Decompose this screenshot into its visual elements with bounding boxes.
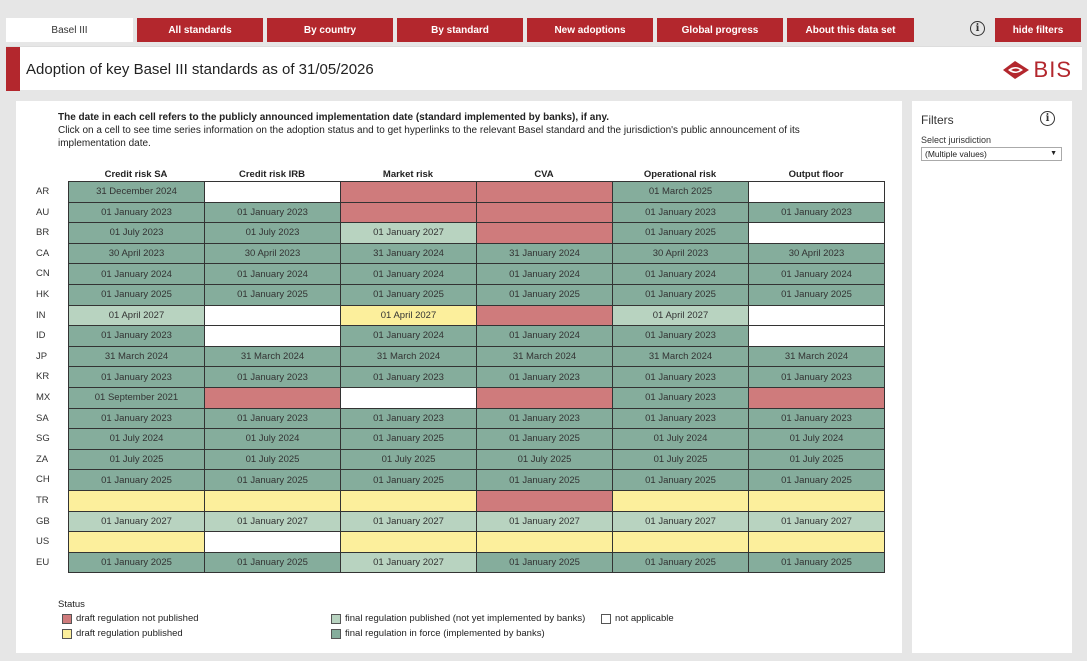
filters-title: Filters — [921, 113, 954, 127]
heatmap-cell[interactable] — [613, 490, 749, 511]
header-accent-bar — [6, 47, 20, 91]
heatmap-cell[interactable]: 01 January 2025 — [477, 284, 613, 305]
column-header: Credit risk IRB — [239, 169, 305, 180]
heatmap-cell[interactable]: 31 December 2024 — [69, 182, 205, 203]
heatmap-cell[interactable]: 01 January 2023 — [613, 387, 749, 408]
info-icon[interactable]: i — [970, 21, 985, 36]
intro-body: Click on a cell to see time series information on the adoption status and to get hyperlinks to the relevant Basel standard and the jurisdiction's public announcement of its implementation date. — [58, 125, 800, 149]
heatmap-cell[interactable]: 01 July 2023 — [69, 223, 205, 244]
heatmap-cell[interactable] — [749, 182, 885, 203]
table-row — [69, 552, 885, 573]
heatmap-cell[interactable]: 01 January 2025 — [69, 552, 205, 573]
bis-logo[interactable] — [1001, 57, 1072, 83]
heatmap-cell[interactable]: 01 January 2027 — [749, 511, 885, 532]
heatmap-cell[interactable]: 01 January 2024 — [341, 326, 477, 347]
column-header: Market risk — [382, 169, 434, 180]
heatmap-cell[interactable]: 01 July 2025 — [341, 449, 477, 470]
table-row — [69, 511, 885, 532]
heatmap-cell[interactable]: 01 January 2023 — [205, 408, 341, 429]
column-header: Credit risk SA — [104, 169, 168, 180]
heatmap-cell[interactable]: 01 January 2023 — [477, 408, 613, 429]
table-row — [69, 429, 885, 450]
tab-global-progress[interactable]: Global progress — [657, 18, 783, 42]
heatmap-cell[interactable]: 01 January 2025 — [749, 284, 885, 305]
heatmap-cell[interactable]: 31 January 2024 — [477, 243, 613, 264]
heatmap-cell[interactable]: 01 January 2025 — [341, 284, 477, 305]
heatmap-cell[interactable]: 01 January 2023 — [749, 202, 885, 223]
legend-item-not-applicable — [601, 613, 674, 624]
heatmap-cell[interactable]: 30 April 2023 — [613, 243, 749, 264]
heatmap-cell[interactable]: 01 January 2023 — [613, 326, 749, 347]
legend-label: final regulation in force (implemented by banks) — [345, 628, 545, 639]
row-label: SG — [36, 433, 50, 445]
heatmap-cell[interactable]: 31 March 2024 — [69, 346, 205, 367]
heatmap-cell[interactable]: 01 January 2023 — [613, 367, 749, 388]
heatmap-cell[interactable]: 01 September 2021 — [69, 387, 205, 408]
heatmap-cell[interactable]: 01 January 2024 — [477, 264, 613, 285]
heatmap-cell[interactable]: 01 January 2024 — [69, 264, 205, 285]
table-row — [69, 346, 885, 367]
heatmap-cell[interactable] — [477, 532, 613, 553]
heatmap-cell[interactable] — [341, 532, 477, 553]
heatmap-cell[interactable]: 01 January 2027 — [477, 511, 613, 532]
dropdown-arrow-icon: ▼ — [1050, 150, 1057, 157]
heatmap-cell[interactable]: 30 April 2023 — [205, 243, 341, 264]
heatmap-cell[interactable]: 01 January 2023 — [477, 367, 613, 388]
heatmap-cell[interactable] — [341, 490, 477, 511]
heatmap-cell[interactable]: 01 January 2027 — [613, 511, 749, 532]
hide-filters-button[interactable]: hide filters — [995, 18, 1081, 42]
heatmap-cell[interactable]: 31 March 2024 — [749, 346, 885, 367]
legend-item-draft-published — [62, 628, 183, 639]
table-row — [69, 490, 885, 511]
heatmap-cell[interactable] — [749, 326, 885, 347]
heatmap-cell[interactable]: 01 April 2027 — [69, 305, 205, 326]
heatmap-cell[interactable] — [749, 387, 885, 408]
heatmap-cell[interactable] — [205, 305, 341, 326]
heatmap-cell[interactable]: 01 January 2027 — [69, 511, 205, 532]
heatmap-cell[interactable] — [477, 305, 613, 326]
row-label: EU — [36, 556, 50, 568]
table-row — [69, 264, 885, 285]
row-label: IN — [36, 309, 46, 321]
column-header: Output floor — [788, 169, 844, 180]
legend-title: Status — [58, 599, 85, 610]
legend-item-draft-not-published — [62, 613, 199, 624]
heatmap-cell[interactable] — [477, 223, 613, 244]
legend-label: draft regulation published — [76, 628, 183, 639]
heatmap-cell[interactable] — [749, 305, 885, 326]
heatmap-cell[interactable]: 31 January 2024 — [341, 243, 477, 264]
heatmap-cell[interactable]: 01 April 2027 — [341, 305, 477, 326]
legend-label: final regulation published (not yet implemented by banks) — [345, 613, 586, 624]
main-panel — [16, 101, 902, 653]
tab-new-adoptions[interactable]: New adoptions — [527, 18, 653, 42]
heatmap-cell[interactable]: 01 July 2025 — [477, 449, 613, 470]
jurisdiction-select[interactable] — [921, 147, 1062, 161]
heatmap-cell[interactable]: 01 January 2024 — [613, 264, 749, 285]
heatmap-cell[interactable]: 01 January 2025 — [341, 429, 477, 450]
heatmap-cell[interactable]: 01 July 2024 — [749, 429, 885, 450]
heatmap-cell[interactable] — [477, 182, 613, 203]
heatmap-cell[interactable]: 01 January 2025 — [341, 470, 477, 491]
intro-bold: The date in each cell refers to the publicly announced implementation date (standard implemented by banks), if any. — [58, 112, 610, 123]
heatmap-cell[interactable]: 01 January 2024 — [205, 264, 341, 285]
heatmap-cell[interactable]: 01 January 2025 — [477, 552, 613, 573]
heatmap-cell[interactable]: 01 January 2027 — [341, 511, 477, 532]
table-row — [69, 367, 885, 388]
table-row — [69, 182, 885, 203]
heatmap-cell[interactable]: 01 July 2024 — [205, 429, 341, 450]
table-row — [69, 470, 885, 491]
heatmap-cell[interactable]: 01 July 2023 — [205, 223, 341, 244]
legend-item-final-published — [331, 613, 585, 624]
heatmap-cell[interactable]: 01 January 2023 — [341, 367, 477, 388]
intro-text — [58, 111, 858, 150]
heatmap-cell[interactable]: 01 January 2023 — [613, 408, 749, 429]
heatmap-cell[interactable]: 31 March 2024 — [477, 346, 613, 367]
heatmap-cell[interactable] — [69, 490, 205, 511]
heatmap-cell[interactable]: 01 January 2024 — [341, 264, 477, 285]
heatmap-cell[interactable]: 01 January 2023 — [69, 367, 205, 388]
heatmap-cell[interactable] — [749, 490, 885, 511]
heatmap-cell[interactable]: 01 January 2025 — [205, 552, 341, 573]
heatmap-cell[interactable] — [205, 490, 341, 511]
tab-about-data-set[interactable]: About this data set — [787, 18, 914, 42]
heatmap-cell[interactable]: 30 April 2023 — [749, 243, 885, 264]
row-label: US — [36, 536, 50, 548]
column-header: Operational risk — [643, 169, 717, 180]
row-label: ID — [36, 330, 46, 342]
heatmap-cell[interactable] — [205, 532, 341, 553]
heatmap-cell[interactable]: 01 January 2023 — [69, 408, 205, 429]
heatmap-cell[interactable]: 01 January 2025 — [477, 429, 613, 450]
heatmap-cell[interactable]: 01 July 2025 — [205, 449, 341, 470]
heatmap-cell[interactable]: 01 January 2023 — [749, 408, 885, 429]
heatmap-cell[interactable]: 01 January 2025 — [205, 284, 341, 305]
heatmap-cell[interactable]: 01 January 2025 — [69, 470, 205, 491]
row-label: BR — [36, 227, 50, 239]
row-label: CH — [36, 474, 50, 486]
heatmap-cell[interactable]: 01 January 2024 — [477, 326, 613, 347]
heatmap-cell[interactable]: 01 January 2027 — [205, 511, 341, 532]
heatmap-cell[interactable]: 01 January 2025 — [749, 552, 885, 573]
heatmap-cell[interactable] — [477, 202, 613, 223]
heatmap-cell[interactable]: 01 January 2027 — [341, 552, 477, 573]
legend-swatch — [331, 614, 341, 624]
heatmap-cell[interactable]: 01 January 2025 — [613, 552, 749, 573]
heatmap-cell[interactable]: 31 March 2024 — [205, 346, 341, 367]
row-label: CA — [36, 247, 50, 259]
row-label: GB — [36, 515, 50, 527]
legend-swatch — [62, 629, 72, 639]
page-header — [6, 46, 1082, 90]
legend-swatch — [331, 629, 341, 639]
bis-logo-icon — [1001, 59, 1031, 81]
heatmap-cell[interactable] — [613, 532, 749, 553]
table-row — [69, 305, 885, 326]
table-row — [69, 449, 885, 470]
heatmap-cell[interactable]: 01 January 2025 — [205, 470, 341, 491]
tab-by-country[interactable]: By country — [267, 18, 393, 42]
heatmap-cell[interactable] — [341, 202, 477, 223]
bis-logo-text: BIS — [1033, 57, 1072, 82]
table-row — [69, 243, 885, 264]
row-label: MX — [36, 392, 51, 403]
filters-info-icon[interactable]: i — [1040, 111, 1055, 126]
heatmap-cell[interactable]: 01 January 2023 — [205, 202, 341, 223]
heatmap-cell[interactable] — [205, 326, 341, 347]
heatmap-cell[interactable]: 01 January 2025 — [613, 470, 749, 491]
heatmap-cell[interactable]: 01 July 2024 — [69, 429, 205, 450]
tab-basel-iii[interactable]: Basel III — [6, 18, 133, 42]
legend-label: draft regulation not published — [76, 613, 199, 624]
heatmap-cell[interactable]: 01 January 2023 — [69, 202, 205, 223]
legend-item-final-in-force — [331, 628, 545, 639]
heatmap-cell[interactable]: 31 March 2024 — [341, 346, 477, 367]
adoption-heatmap — [68, 181, 885, 573]
heatmap-cell[interactable] — [477, 490, 613, 511]
tab-bar — [0, 0, 1087, 44]
heatmap-cell[interactable]: 01 July 2025 — [69, 449, 205, 470]
heatmap-cell[interactable]: 01 July 2025 — [613, 449, 749, 470]
row-label: KR — [36, 371, 50, 383]
filters-panel — [912, 101, 1072, 653]
heatmap-cell[interactable]: 30 April 2023 — [69, 243, 205, 264]
row-label: AR — [36, 186, 50, 197]
row-label: ZA — [36, 453, 49, 465]
legend-swatch — [62, 614, 72, 624]
table-row — [69, 223, 885, 244]
heatmap-cell[interactable]: 01 January 2025 — [613, 223, 749, 244]
heatmap-cell[interactable]: 01 January 2024 — [749, 264, 885, 285]
row-label: CN — [36, 268, 50, 280]
row-label: SA — [36, 412, 49, 424]
legend-swatch — [601, 614, 611, 624]
heatmap-cell[interactable]: 01 January 2023 — [341, 408, 477, 429]
row-label: AU — [36, 206, 50, 218]
heatmap-cell[interactable] — [341, 387, 477, 408]
heatmap-cell[interactable]: 01 January 2025 — [749, 470, 885, 491]
jurisdiction-label: Select jurisdiction — [921, 135, 992, 145]
heatmap-cell[interactable]: 01 January 2025 — [69, 284, 205, 305]
heatmap-cell[interactable] — [205, 182, 341, 203]
heatmap-cell[interactable]: 01 January 2027 — [341, 223, 477, 244]
legend-label: not applicable — [615, 613, 674, 624]
table-row — [69, 387, 885, 408]
tab-all-standards[interactable]: All standards — [137, 18, 263, 42]
table-row — [69, 284, 885, 305]
table-row — [69, 532, 885, 553]
heatmap-cell[interactable]: 01 January 2023 — [69, 326, 205, 347]
heatmap-cell[interactable]: 01 January 2025 — [477, 470, 613, 491]
heatmap-cell[interactable] — [749, 532, 885, 553]
table-row — [69, 202, 885, 223]
heatmap-cell[interactable]: 31 March 2024 — [613, 346, 749, 367]
heatmap-cell[interactable]: 01 January 2023 — [749, 367, 885, 388]
tab-by-standard[interactable]: By standard — [397, 18, 523, 42]
row-label: JP — [36, 350, 48, 362]
heatmap-cell[interactable]: 01 April 2027 — [613, 305, 749, 326]
table-row — [69, 408, 885, 429]
row-label: TR — [36, 495, 49, 506]
heatmap-cell[interactable]: 01 March 2025 — [613, 182, 749, 203]
heatmap-cell[interactable] — [749, 223, 885, 244]
row-label: HK — [36, 289, 50, 300]
page-title: Adoption of key Basel III standards as of 31/05/2026 — [26, 61, 374, 78]
heatmap-cell[interactable] — [477, 387, 613, 408]
heatmap-cell[interactable]: 01 July 2024 — [613, 429, 749, 450]
heatmap-cell[interactable]: 01 January 2023 — [613, 202, 749, 223]
heatmap-cell[interactable]: 01 January 2023 — [205, 367, 341, 388]
heatmap-cell[interactable] — [341, 182, 477, 203]
column-header: CVA — [534, 169, 554, 180]
heatmap-cell[interactable] — [69, 532, 205, 553]
heatmap-cell[interactable]: 01 January 2025 — [613, 284, 749, 305]
heatmap-cell[interactable] — [205, 387, 341, 408]
heatmap-cell[interactable]: 01 July 2025 — [749, 449, 885, 470]
table-row — [69, 326, 885, 347]
jurisdiction-value: (Multiple values) — [925, 149, 987, 159]
